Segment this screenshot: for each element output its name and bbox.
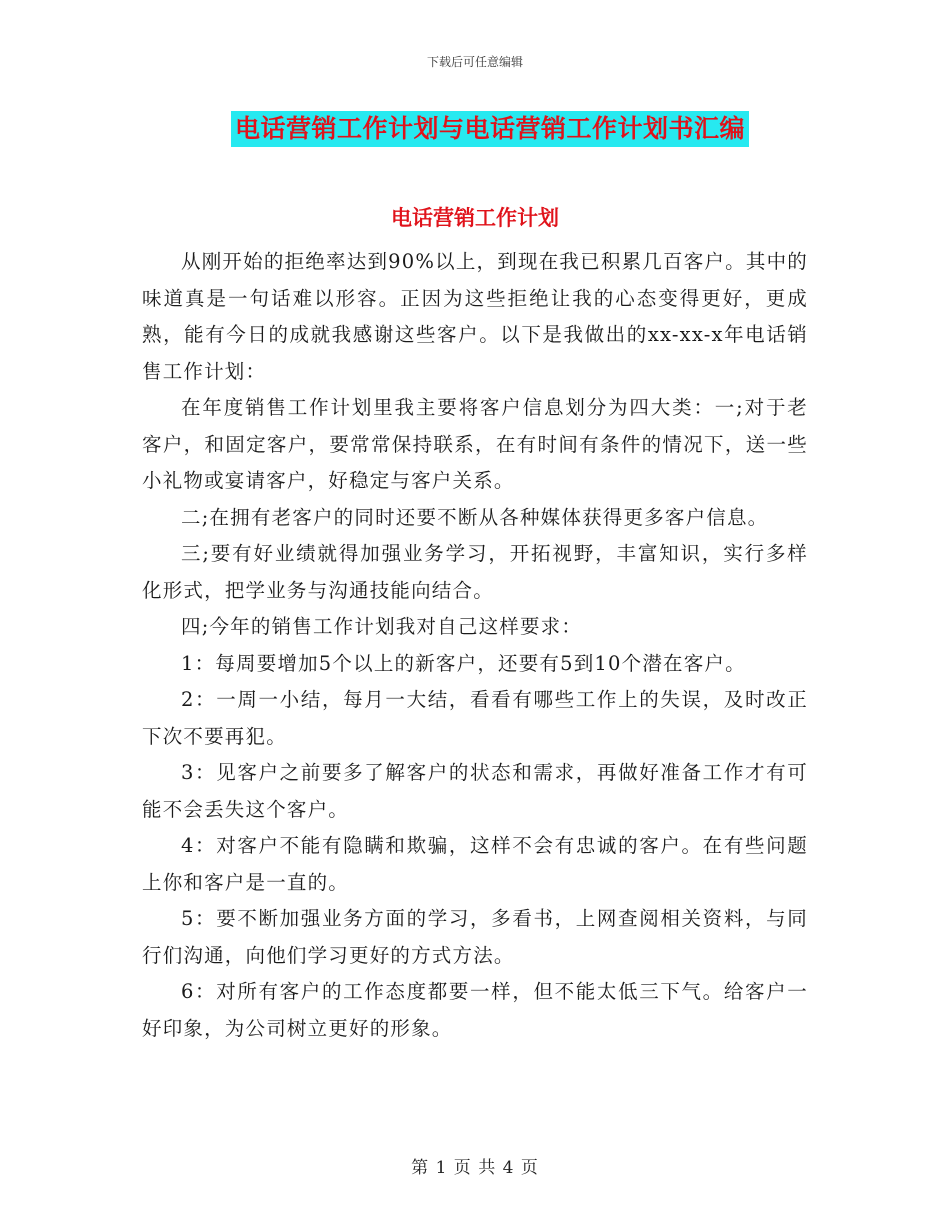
paragraph: 从刚开始的拒绝率达到90%以上，到现在我已积累几百客户。其中的味道真是一句话难以形容。正因为这些拒绝让我的心态变得更好，更成熟，能有今日的成就我感谢这些客户。以下是我做出的xx-xx-x年电话销售工作计划： xyxy=(142,250,808,383)
page-header-note: 下载后可任意编辑 xyxy=(426,55,523,69)
paragraph: 1：每周要增加5个以上的新客户，还要有5到10个潜在客户。 xyxy=(181,651,746,675)
document-title-container xyxy=(0,111,950,147)
paragraph: 4：对客户不能有隐瞒和欺骗，这样不会有忠诚的客户。在有些问题上你和客户是一直的。 xyxy=(142,834,808,894)
document-body xyxy=(142,244,808,1047)
section-title: 电话营销工作计划 xyxy=(391,206,559,230)
paragraph: 三;要有好业绩就得加强业务学习，开拓视野，丰富知识，实行多样化形式，把学业务与沟通技能向结合。 xyxy=(142,542,808,602)
paragraph: 四;今年的销售工作计划我对自己这样要求： xyxy=(181,615,583,638)
document-title: 电话营销工作计划与电话营销工作计划书汇编 xyxy=(231,111,749,147)
paragraph: 3：见客户之前要多了解客户的状态和需求，再做好准备工作才有可能不会丢失这个客户。 xyxy=(142,761,808,821)
page-number-footer: 第 1 页 共 4 页 xyxy=(411,1158,539,1178)
paragraph: 6：对所有客户的工作态度都要一样，但不能太低三下气。给客户一好印象，为公司树立更好的形象。 xyxy=(142,980,808,1040)
paragraph: 在年度销售工作计划里我主要将客户信息划分为四大类：一;对于老客户，和固定客户，要常常保持联系，在有时间有条件的情况下，送一些小礼物或宴请客户，好稳定与客户关系。 xyxy=(142,396,808,492)
paragraph: 2：一周一小结，每月一大结，看看有哪些工作上的失误，及时改正下次不要再犯。 xyxy=(142,688,808,748)
paragraph: 5：要不断加强业务方面的学习，多看书，上网查阅相关资料，与同行们沟通，向他们学习更好的方式方法。 xyxy=(142,907,808,967)
paragraph: 二;在拥有老客户的同时还要不断从各种媒体获得更多客户信息。 xyxy=(181,505,769,529)
